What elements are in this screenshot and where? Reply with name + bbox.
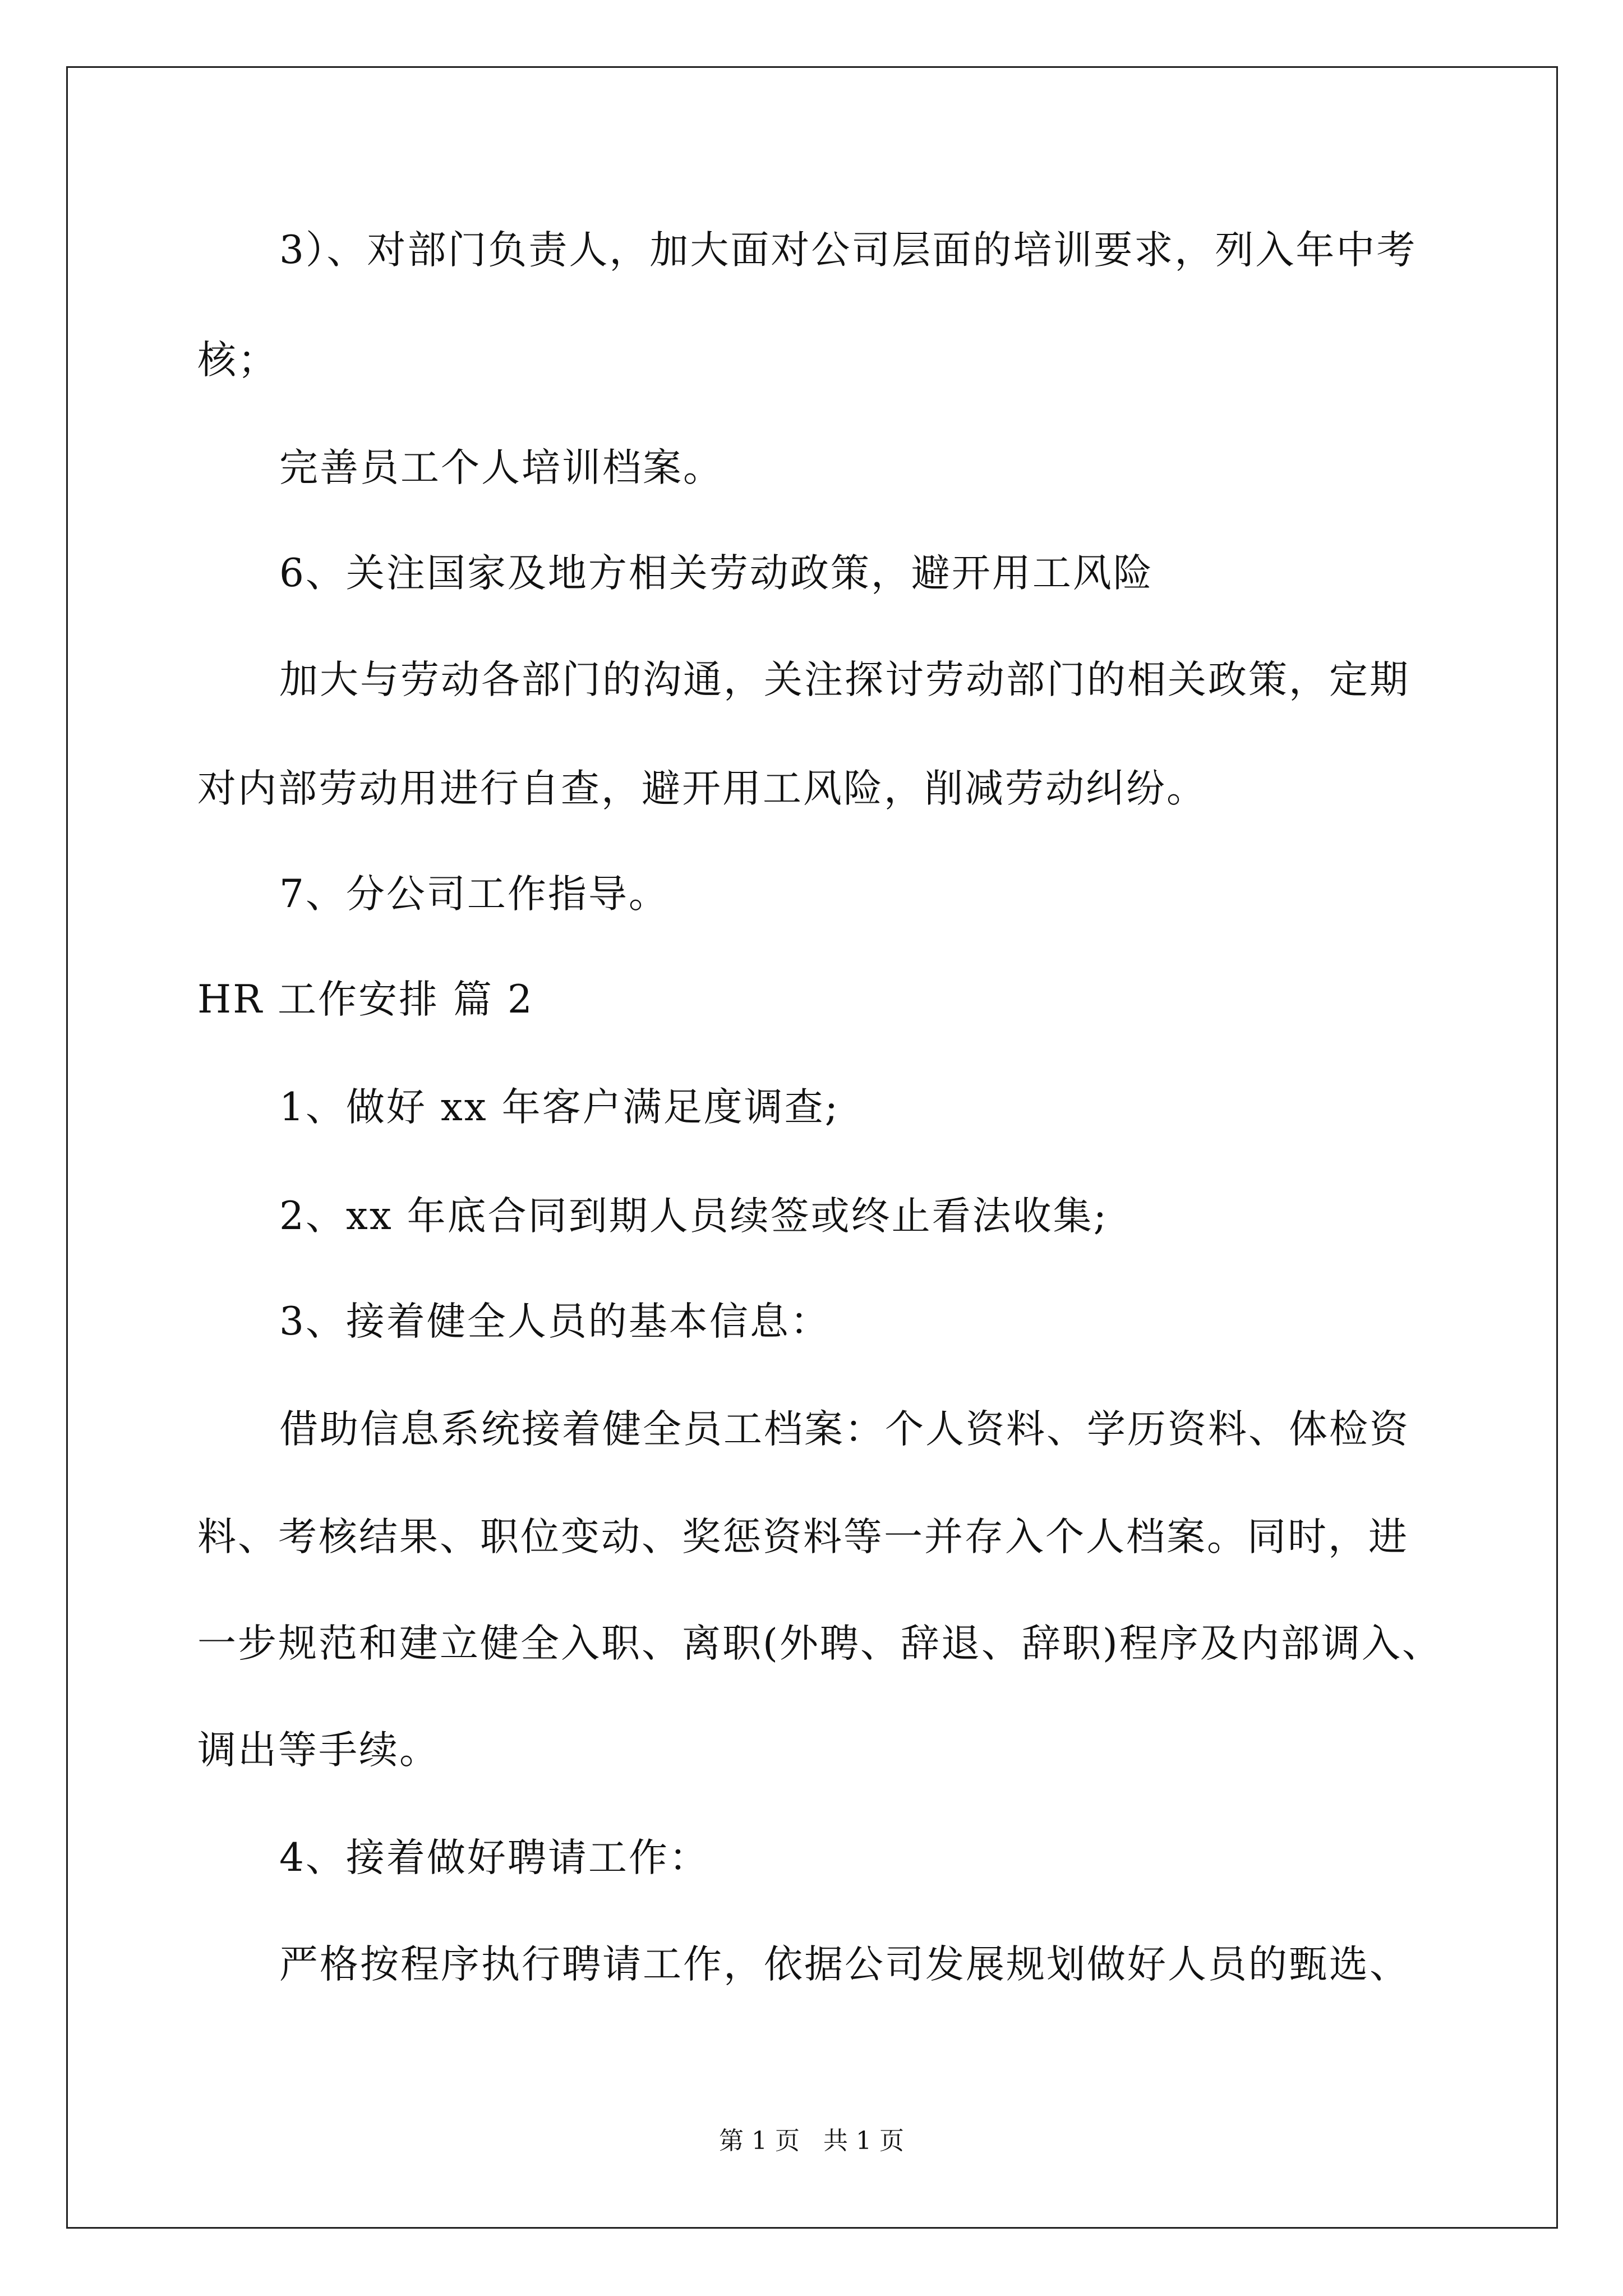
paragraph-line: 3）、对部门负责人，加大面对公司层面的培训要求，列入年中考 <box>279 228 1417 273</box>
paragraph-line: 核； <box>197 338 278 383</box>
paragraph-line: 一步规范和建立健全入职、离职(外聘、辞退、辞职)程序及内部调入、 <box>197 1621 1442 1666</box>
section-heading: 6、关注国家及地方相关劳动政策，避开用工风险 <box>279 551 1154 596</box>
paragraph-line: 对内部劳动用进行自查，避开用工风险，削减劳动纠纷。 <box>197 766 1207 811</box>
list-item: 4、接着做好聘请工作： <box>279 1835 709 1880</box>
article-heading: HR 工作安排 篇 2 <box>197 977 534 1022</box>
list-item: 2、xx 年底合同到期人员续签或终止看法收集; <box>279 1194 1108 1239</box>
paragraph-line: 料、考核结果、职位变动、奖惩资料等一并存入个人档案。同时，进 <box>197 1515 1409 1559</box>
paragraph-line: 加大与劳动各部门的沟通，关注探讨劳动部门的相关政策，定期 <box>279 657 1410 702</box>
section-heading: 7、分公司工作指导。 <box>279 872 669 917</box>
page-footer: 第 1 页 共 1 页 <box>719 2127 904 2155</box>
paragraph-line: 完善员工个人培训档案。 <box>279 445 723 490</box>
list-item: 1、做好 xx 年客户满足度调查; <box>279 1085 840 1130</box>
paragraph-line: 借助信息系统接着健全员工档案：个人资料、学历资料、体检资 <box>279 1407 1410 1452</box>
paragraph-line: 严格按程序执行聘请工作，依据公司发展规划做好人员的甄选、 <box>279 1942 1410 1987</box>
paragraph-line: 调出等手续。 <box>197 1728 440 1773</box>
page-border <box>66 66 1558 2229</box>
list-item: 3、接着健全人员的基本信息： <box>279 1299 831 1344</box>
